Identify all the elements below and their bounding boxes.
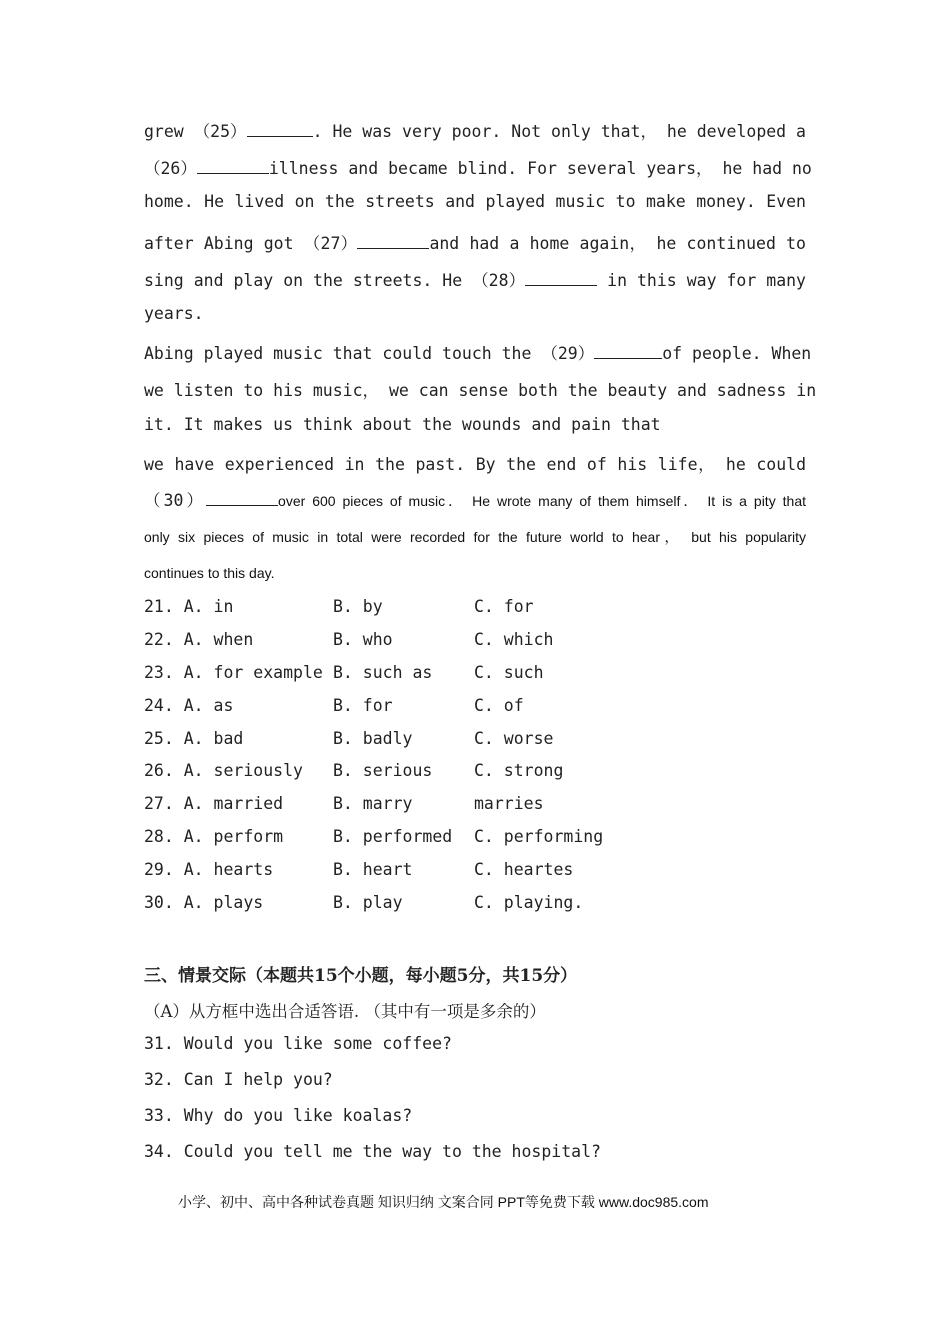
passage-text: over 600 pieces of music． He wrote many of them himself． It is a pity that [278, 493, 806, 509]
passage-line-5 [144, 267, 806, 291]
option-c: C. performing [474, 827, 604, 846]
passage-line-11 [144, 487, 806, 511]
passage-line-6: years. [144, 304, 204, 323]
passage-text: . He was very poor. Not only that， he developed a [312, 122, 806, 141]
option-a: 24. A. as [144, 696, 234, 715]
option-b: B. who [333, 630, 393, 649]
passage-text: and had a home again， he continued to [429, 234, 806, 253]
option-c: C. which [474, 630, 554, 649]
option-a: 25. A. bad [144, 729, 244, 748]
passage-line-8: we listen to his music， we can sense both the beauty and sadness in [144, 381, 817, 400]
blank-27 [357, 236, 429, 249]
option-b: B. for [333, 696, 393, 715]
option-c: C. playing. [474, 893, 584, 912]
section-heading: 三、情景交际（本题共15个小题，每小题5分，共15分） [144, 966, 578, 986]
option-a: 27. A. married [144, 794, 284, 813]
option-b: B. by [333, 597, 383, 616]
option-a: 23. A. for example [144, 663, 323, 682]
passage-line-3: home. He lived on the streets and played music to make money. Even [144, 192, 806, 211]
option-a: 21. A. in [144, 597, 234, 616]
passage-line-9: it. It makes us think about the wounds and pain that [144, 415, 661, 434]
option-a: 29. A. hearts [144, 860, 274, 879]
option-b: B. play [333, 893, 403, 912]
passage-text: in this way for many [597, 271, 806, 290]
blank-28 [525, 273, 597, 286]
option-b: B. badly [333, 729, 413, 748]
option-b: B. marry [333, 794, 413, 813]
option-a: 30. A. plays [144, 893, 264, 912]
page-footer: 小学、初中、高中各种试卷真题 知识归纳 文案合同 PPT等免费下载 www.doc985.com [178, 1194, 709, 1210]
option-c: C. of [474, 696, 524, 715]
option-b: B. such as [333, 663, 433, 682]
passage-line-10: we have experienced in the past. By the end of his life， he could [144, 455, 806, 474]
passage-line-12: only six pieces of music in total were recorded for the future world to hear， but his popularity [144, 529, 806, 545]
question-33: 33. Why do you like koalas? [144, 1106, 413, 1125]
passage-line-7 [144, 340, 812, 364]
option-a: 26. A. seriously [144, 761, 303, 780]
option-c: C. strong [474, 761, 564, 780]
passage-line-2 [144, 155, 812, 179]
option-c: C. for [474, 597, 534, 616]
blank-26 [197, 161, 269, 174]
option-c: marries [474, 794, 544, 813]
passage-line-1 [144, 118, 806, 142]
option-b: B. serious [333, 761, 433, 780]
blank-30 [206, 493, 278, 506]
option-a: 22. A. when [144, 630, 254, 649]
blank-25 [247, 124, 313, 137]
passage-text: of people. When [662, 344, 812, 363]
passage-text: sing and play on the streets. He （28） [144, 271, 526, 290]
passage-line-13: continues to this day. [144, 565, 275, 581]
option-c: C. such [474, 663, 544, 682]
question-31: 31. Would you like some coffee? [144, 1034, 452, 1053]
passage-text: （30） [144, 491, 207, 510]
passage-text: grew （25） [144, 122, 247, 141]
section-instruction: （A）从方框中选出合适答语. （其中有一项是多余的） [144, 1002, 546, 1021]
passage-text: illness and became blind. For several years， he had no [268, 159, 812, 178]
passage-text: Abing played music that could touch the （29） [144, 344, 595, 363]
option-b: B. performed [333, 827, 453, 846]
option-b: B. heart [333, 860, 413, 879]
passage-line-4 [144, 230, 806, 254]
question-32: 32. Can I help you? [144, 1070, 333, 1089]
option-a: 28. A. perform [144, 827, 284, 846]
option-c: C. heartes [474, 860, 574, 879]
passage-text: （26） [144, 159, 197, 178]
passage-text: after Abing got （27） [144, 234, 358, 253]
blank-29 [594, 346, 662, 359]
question-34: 34. Could you tell me the way to the hospital? [144, 1142, 601, 1161]
option-c: C. worse [474, 729, 554, 748]
